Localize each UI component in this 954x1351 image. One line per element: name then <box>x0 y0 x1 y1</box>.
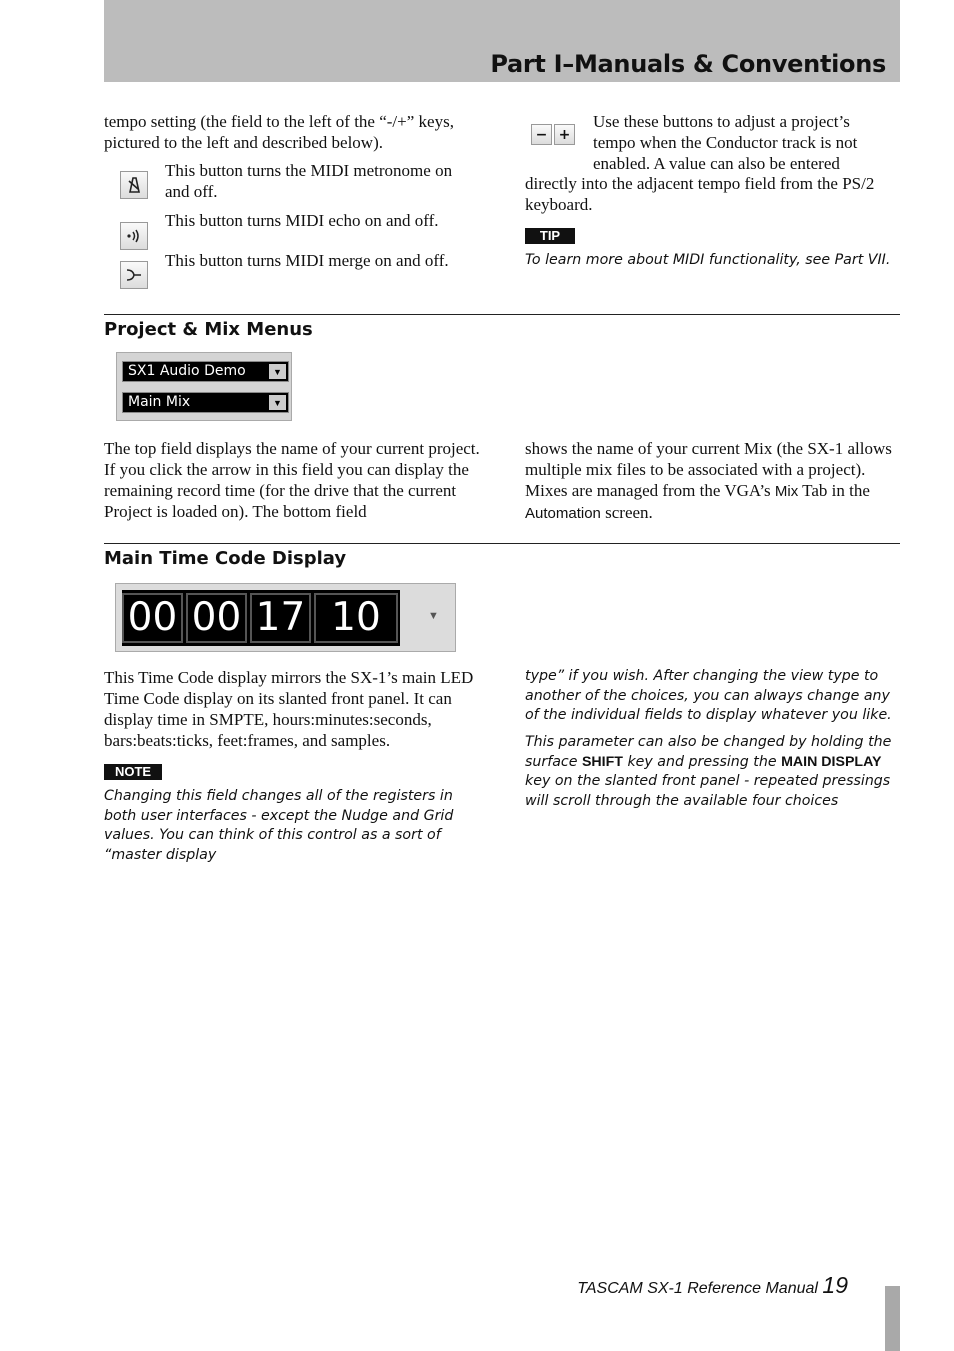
metronome-description: This button turns the MIDI metronome on and off. <box>165 161 453 201</box>
project-mix-left-text: The top field displays the name of your current project. If you click the arrow in this field you can display the remaining record time (for the drive that the current Project is loaded on). The bottom field <box>104 439 480 521</box>
mix-value: Main Mix <box>128 394 191 410</box>
manual-name: TASCAM SX-1 Reference Manual <box>577 1280 818 1297</box>
midi-merge-description: This button turns MIDI merge on and off. <box>165 251 449 270</box>
note-text: Changing this field changes all of the registers in both user interfaces - except the Nudge and Grid values. You can think of this control as a sort of “master display <box>104 788 454 863</box>
section-divider <box>104 543 900 544</box>
project-value: SX1 Audio Demo <box>128 363 246 379</box>
time-code-field[interactable]: 00 <box>186 593 247 643</box>
time-code-field[interactable]: 00 <box>122 593 183 643</box>
tempo-text: Use these buttons to adjust a project’s tempo when the Conductor track is not enabled. A value can also be entered <box>593 112 858 173</box>
chevron-down-icon[interactable]: ▼ <box>269 364 286 379</box>
tip-text: To learn more about MIDI functionality, see Part VII. <box>525 252 891 268</box>
page-title: Part I–Manuals & Conventions <box>490 50 886 78</box>
time-code-digits <box>122 590 400 646</box>
tip-badge: TIP <box>525 228 575 244</box>
tempo-buttons <box>531 124 575 145</box>
time-code-right-text-2: This parameter can also be changed by holding the surface SHIFT key and pressing the MAIN DISPLAY key on the slanted front panel - repeated pressings will scroll through the available four choices <box>525 734 892 809</box>
intro-text: tempo setting (the field to the left of the “-/+” keys, pictured to the left and described below). <box>104 112 454 152</box>
time-code-right-text: type” if you wish. After changing the view type to another of the choices, you can always change any of the individual fields to display whatever you like. <box>525 668 892 723</box>
project-mix-panel <box>116 352 292 421</box>
midi-merge-icon[interactable] <box>120 261 148 289</box>
page-number: 19 <box>822 1272 848 1298</box>
note-badge: NOTE <box>104 764 162 780</box>
tempo-text-continued: directly into the adjacent tempo field from the PS/2 keyboard. <box>525 174 875 214</box>
metronome-icon[interactable] <box>120 171 148 199</box>
tempo-minus-button[interactable]: − <box>531 124 552 145</box>
section-divider <box>104 314 900 315</box>
side-tab <box>885 1286 900 1351</box>
project-mix-right-text: shows the name of your current Mix (the SX-1 allows multiple mix files to be associated with a project). Mixes are managed from the VGA’s Mix Tab in the Automation screen. <box>525 439 892 522</box>
time-code-heading: Main Time Code Display <box>104 548 347 569</box>
chevron-down-icon[interactable]: ▼ <box>428 610 439 622</box>
time-code-left-text: This Time Code display mirrors the SX-1’s main LED Time Code display on its slanted front panel. It can display time in SMPTE, hours:minutes:seconds, bars:beats:ticks, feet:frames, and samples. <box>104 668 474 750</box>
midi-echo-description: This button turns MIDI echo on and off. <box>165 211 439 230</box>
time-code-field[interactable]: 17 <box>250 593 311 643</box>
project-mix-heading: Project & Mix Menus <box>104 319 313 340</box>
project-dropdown[interactable] <box>122 361 289 382</box>
chevron-down-icon[interactable]: ▼ <box>269 395 286 410</box>
footer <box>577 1272 848 1299</box>
time-code-display[interactable] <box>115 583 456 652</box>
tempo-plus-button[interactable]: + <box>554 124 575 145</box>
time-code-field[interactable]: 10 <box>314 593 398 643</box>
mix-dropdown[interactable] <box>122 392 289 413</box>
midi-echo-icon[interactable] <box>120 222 148 250</box>
